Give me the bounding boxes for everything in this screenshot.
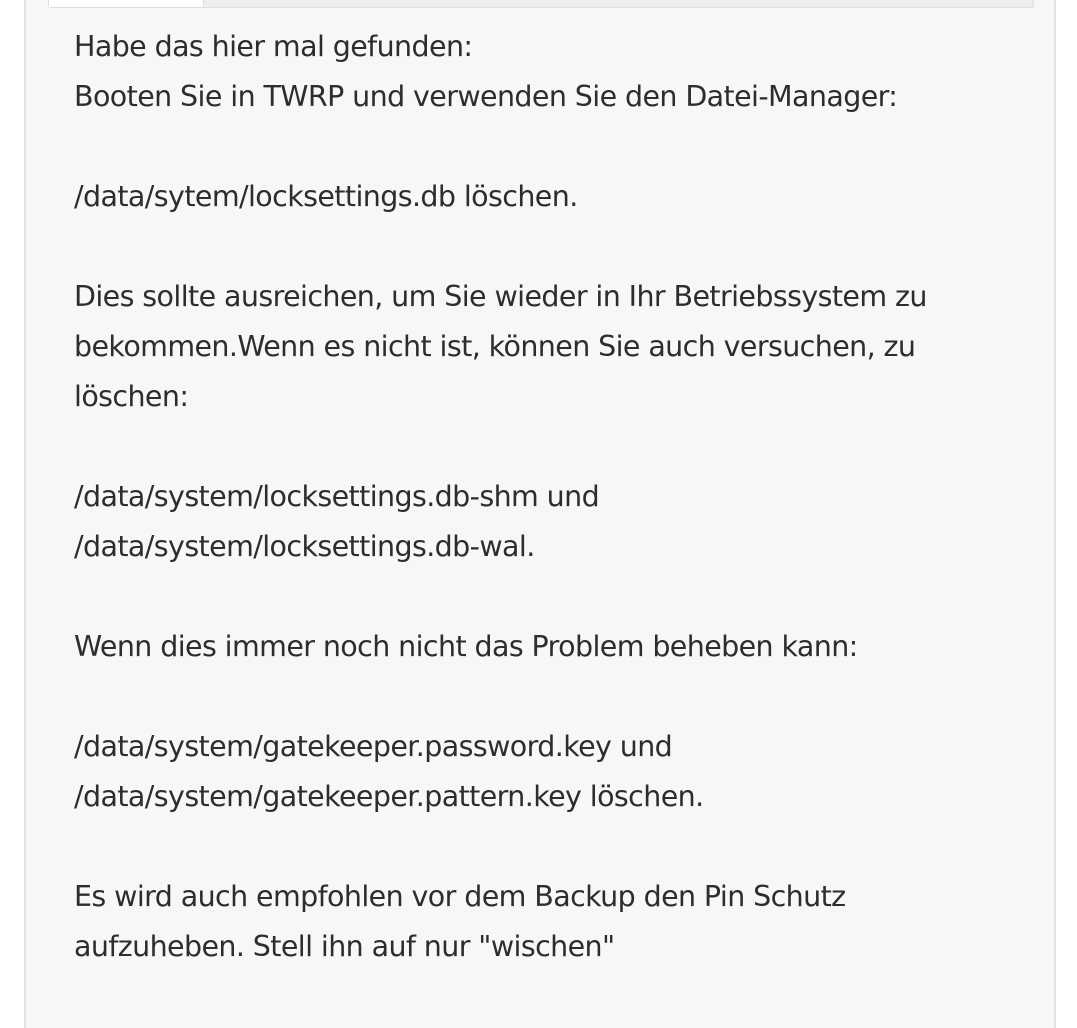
post-tab-bar (48, 0, 1034, 8)
post-card (24, 0, 1056, 1028)
post-line: aufzuheben. Stell ihn auf nur "wischen" (74, 930, 615, 963)
post-blank-line (74, 122, 1059, 172)
post-body (74, 22, 1059, 972)
post-line: /data/system/locksettings.db-wal. (74, 530, 535, 563)
post-line: /data/system/locksettings.db-shm und (74, 480, 600, 513)
post-line: Dies sollte ausreichen, um Sie wieder in Ihr Betriebssystem zu (74, 280, 927, 313)
post-tab-active[interactable] (49, 0, 204, 7)
post-blank-line (74, 422, 1059, 472)
post-blank-line (74, 822, 1059, 872)
post-line: /data/sytem/locksettings.db löschen. (74, 180, 578, 213)
post-line: /data/system/gatekeeper.pattern.key löschen. (74, 780, 704, 813)
post-line: /data/system/gatekeeper.password.key und (74, 730, 673, 763)
post-line: Es wird auch empfohlen vor dem Backup den Pin Schutz (74, 880, 846, 913)
post-line: Booten Sie in TWRP und verwenden Sie den Datei-Manager: (74, 80, 898, 113)
post-blank-line (74, 222, 1059, 272)
post-line: bekommen.Wenn es nicht ist, können Sie auch versuchen, zu (74, 330, 916, 363)
post-blank-line (74, 572, 1059, 622)
post-line: Habe das hier mal gefunden: (74, 30, 473, 63)
post-line: löschen: (74, 380, 189, 413)
post-line: Wenn dies immer noch nicht das Problem beheben kann: (74, 630, 858, 663)
post-blank-line (74, 672, 1059, 722)
